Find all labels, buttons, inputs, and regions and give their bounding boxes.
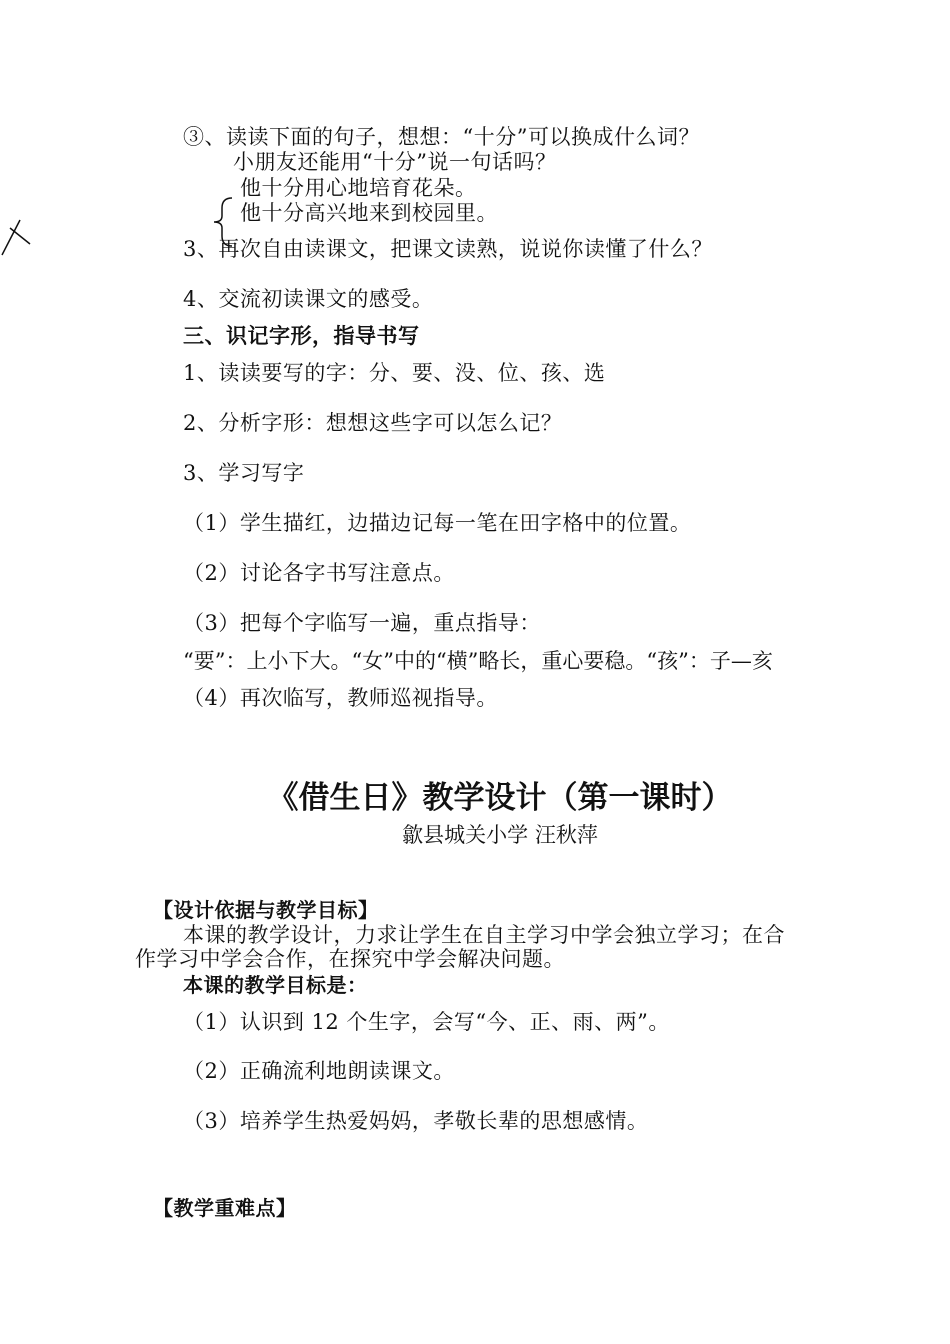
goal-3: （3）培养学生热爱妈妈，孝敬长辈的思想感情。	[183, 1109, 649, 1133]
design-paragraph-line-1: 本课的教学设计，力求让学生在自主学习中学会独立学习；在合	[183, 923, 785, 947]
writing-step-3: （3）把每个字临写一遍，重点指导：	[183, 611, 541, 635]
char-step-3: 3、学习写字	[183, 461, 305, 485]
writing-step-4: （4）再次临写，教师巡视指导。	[183, 686, 498, 710]
step-4-discuss: 4、交流初读课文的感受。	[183, 287, 434, 311]
example-sentence-2: 他十分高兴地来到校园里。	[240, 201, 498, 225]
writing-step-2: （2）讨论各字书写注意点。	[183, 561, 455, 585]
writing-note: “要”：上小下大。“女”中的“横”略长，重心要稳。“孩”：子—亥	[183, 649, 773, 673]
key-points-heading: 【教学重难点】	[153, 1196, 297, 1220]
document-author: 歙县城关小学 汪秋萍	[402, 823, 598, 847]
section-3-heading: 三、识记字形，指导书写	[183, 323, 420, 348]
char-step-1: 1、读读要写的字：分、要、没、位、孩、选	[183, 361, 606, 385]
char-step-2: 2、分析字形：想想这些字可以怎么记？	[183, 411, 563, 435]
design-paragraph-line-2: 作学习中学会合作，在探究中学会解决问题。	[135, 947, 565, 971]
step-3-reread: 3、再次自由读课文，把课文读熟，说说你读懂了什么？	[183, 237, 713, 261]
writing-step-1: （1）学生描红，边描边记每一笔在田字格中的位置。	[183, 511, 692, 535]
goals-heading: 本课的教学目标是：	[183, 973, 368, 997]
design-heading: 【设计依据与教学目标】	[153, 898, 379, 922]
question-3-followup: 小朋友还能用“十分”说一句话吗？	[233, 150, 557, 174]
question-3-line: ③、读读下面的句子，想想：“十分”可以换成什么词？	[183, 125, 700, 149]
document-title: 《借生日》教学设计（第一课时）	[267, 780, 733, 816]
goal-1: （1）认识到 12 个生字，会写“今、正、雨、两”。	[183, 1010, 670, 1034]
goal-2: （2）正确流利地朗读课文。	[183, 1059, 455, 1083]
margin-cross-mark	[0, 200, 40, 260]
example-sentence-1: 他十分用心地培育花朵。	[240, 176, 477, 200]
